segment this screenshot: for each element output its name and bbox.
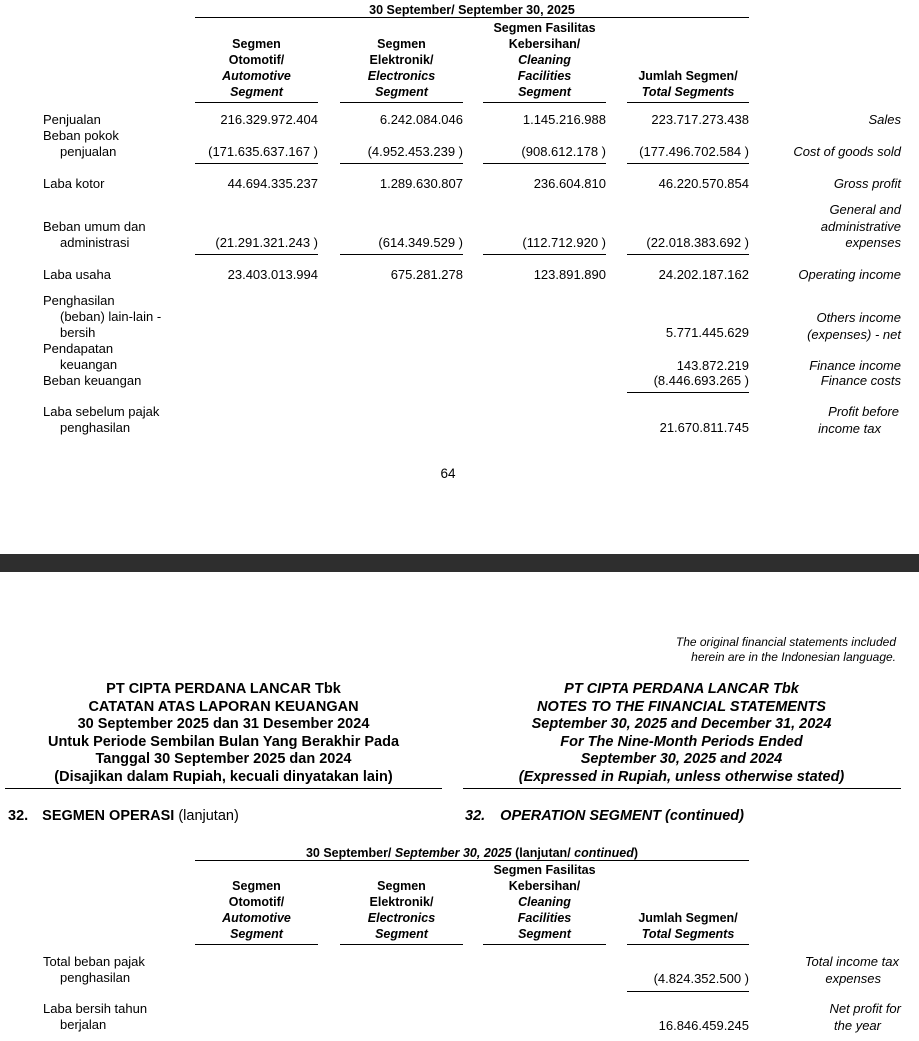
ga-electronics: (614.349.529 ) [378, 235, 463, 250]
subtotal-rule [195, 254, 318, 255]
row-label-profit-before-tax-en: Profit before income tax [818, 404, 899, 436]
row-label-operating-income-en: Operating income [798, 267, 901, 282]
header-rule [195, 17, 749, 18]
subtotal-rule [627, 163, 749, 164]
row-label-finance-costs-en: Finance costs [820, 373, 901, 388]
sales-total: 223.717.273.438 [651, 112, 749, 127]
column-rule [195, 102, 318, 103]
ga-automotive: (21.291.321.243 ) [215, 235, 318, 250]
finance-income-total: 143.872.219 [676, 358, 749, 373]
row-label-sales: Penjualan [43, 112, 101, 127]
row-label-income-tax: Total beban pajak penghasilan [43, 954, 145, 985]
cogs-cleaning: (908.612.178 ) [521, 144, 606, 159]
gross-cleaning: 236.604.810 [533, 176, 606, 191]
subtotal-rule [483, 254, 606, 255]
column-rule [195, 944, 318, 945]
opinc-automotive: 23.403.013.994 [227, 267, 318, 282]
opinc-total: 24.202.187.162 [658, 267, 749, 282]
subtotal-rule [627, 254, 749, 255]
gross-electronics: 1.289.630.807 [379, 176, 463, 191]
row-label-net-profit-en: Net profit for the year [829, 1001, 901, 1033]
column-rule [340, 944, 463, 945]
section-title-id: 32. SEGMEN OPERASI (lanjutan) [8, 808, 239, 824]
column-header-automotive: Segmen Otomotif/ Automotive Segment [222, 879, 291, 941]
row-label-sales-en: Sales [868, 112, 901, 127]
sales-electronics: 6.242.084.046 [379, 112, 463, 127]
subtotal-rule [627, 392, 749, 393]
heading-rule [463, 788, 901, 789]
header-rule [195, 860, 749, 861]
column-header-cleaning: Segmen Fasilitas Kebersihan/ Cleaning Facilities Segment [493, 21, 596, 99]
subtotal-rule [340, 163, 463, 164]
row-label-gross-profit: Laba kotor [43, 176, 105, 191]
row-label-finance-income: Pendapatan keuangan [43, 341, 118, 372]
page-65 [0, 572, 919, 1041]
subtotal-rule [195, 163, 318, 164]
column-header-electronics: Segmen Elektronik/ Electronics Segment [367, 879, 436, 941]
opinc-electronics: 675.281.278 [390, 267, 463, 282]
section-title-en: 32. OPERATION SEGMENT (continued) [465, 808, 744, 824]
sales-automotive: 216.329.972.404 [220, 112, 318, 127]
ga-total: (22.018.383.692 ) [646, 235, 749, 250]
period-header-continued: 30 September/ September 30, 2025 (lanjutan/ continued) [305, 846, 639, 860]
row-label-ga-en: General and administrative expenses [820, 202, 901, 250]
column-header-total: Jumlah Segmen/ Total Segments [638, 69, 738, 99]
ga-cleaning: (112.712.920 ) [522, 235, 606, 250]
opinc-cleaning: 123.891.890 [533, 267, 606, 282]
subtotal-rule [627, 991, 749, 992]
net-profit-total: 16.846.459.245 [658, 1018, 749, 1033]
page-separator [0, 554, 919, 572]
row-label-net-profit: Laba bersih tahun berjalan [43, 1001, 148, 1032]
column-header-electronics: Segmen Elektronik/ Electronics Segment [367, 37, 436, 99]
other-income-total: 5.771.445.629 [665, 325, 749, 340]
subtotal-rule [483, 163, 606, 164]
heading-rule [5, 788, 442, 789]
row-label-ga: Beban umum dan administrasi [43, 219, 146, 250]
sales-cleaning: 1.145.216.988 [522, 112, 606, 127]
language-disclaimer: The original financial statements included herein are in the Indonesian language. [675, 635, 896, 664]
column-header-total: Jumlah Segmen/ Total Segments [638, 911, 738, 941]
column-rule [340, 102, 463, 103]
row-label-other-income-en: Others income (expenses) - net [807, 310, 901, 342]
column-header-cleaning: Segmen Fasilitas Kebersihan/ Cleaning Facilities Segment [493, 863, 596, 941]
income-tax-total: (4.824.352.500 ) [653, 971, 749, 986]
row-label-profit-before-tax: Laba sebelum pajak penghasilan [43, 404, 160, 435]
subtotal-rule [340, 254, 463, 255]
column-rule [627, 102, 749, 103]
row-label-finance-costs: Beban keuangan [43, 373, 142, 388]
row-label-cogs: Beban pokok penjualan [43, 128, 119, 159]
column-rule [627, 944, 749, 945]
company-heading-id: PT CIPTA PERDANA LANCAR Tbk CATATAN ATAS LAPORAN KEUANGAN 30 September 2025 dan 31 Desember 2024 Untuk Periode Sembilan Bulan Yang Berakhir Pada Tanggal 30 September 2025 dan 2024 (Disajikan dalam Rupiah, kecuali dinyatakan lain) [47, 681, 400, 785]
page-number: 64 [440, 466, 456, 481]
row-label-income-tax-en: Total income tax expenses [804, 954, 899, 986]
period-header: 30 September/ September 30, 2025 [369, 3, 575, 17]
gross-total: 46.220.570.854 [658, 176, 749, 191]
gross-automotive: 44.694.335.237 [227, 176, 318, 191]
pbt-total: 21.670.811.745 [659, 420, 749, 435]
row-label-cogs-en: Cost of goods sold [793, 144, 901, 159]
column-header-automotive: Segmen Otomotif/ Automotive Segment [222, 37, 291, 99]
cogs-total: (177.496.702.584 ) [639, 144, 749, 159]
cogs-electronics: (4.952.453.239 ) [367, 144, 463, 159]
column-rule [483, 102, 606, 103]
row-label-other-income: Penghasilan (beban) lain-lain - bersih [43, 293, 162, 340]
row-label-finance-income-en: Finance income [809, 358, 901, 373]
cogs-automotive: (171.635.637.167 ) [208, 144, 318, 159]
finance-costs-total: (8.446.693.265 ) [653, 373, 749, 388]
column-rule [483, 944, 606, 945]
company-heading-en: PT CIPTA PERDANA LANCAR Tbk NOTES TO THE FINANCIAL STATEMENTS September 30, 2025 and December 31, 2024 For The Nine-Month Periods Ended September 30, 2025 and 2024 (Expressed in Rupiah, unless otherwise stated) [518, 681, 845, 785]
row-label-operating-income: Laba usaha [43, 267, 111, 282]
row-label-gross-profit-en: Gross profit [833, 176, 901, 191]
